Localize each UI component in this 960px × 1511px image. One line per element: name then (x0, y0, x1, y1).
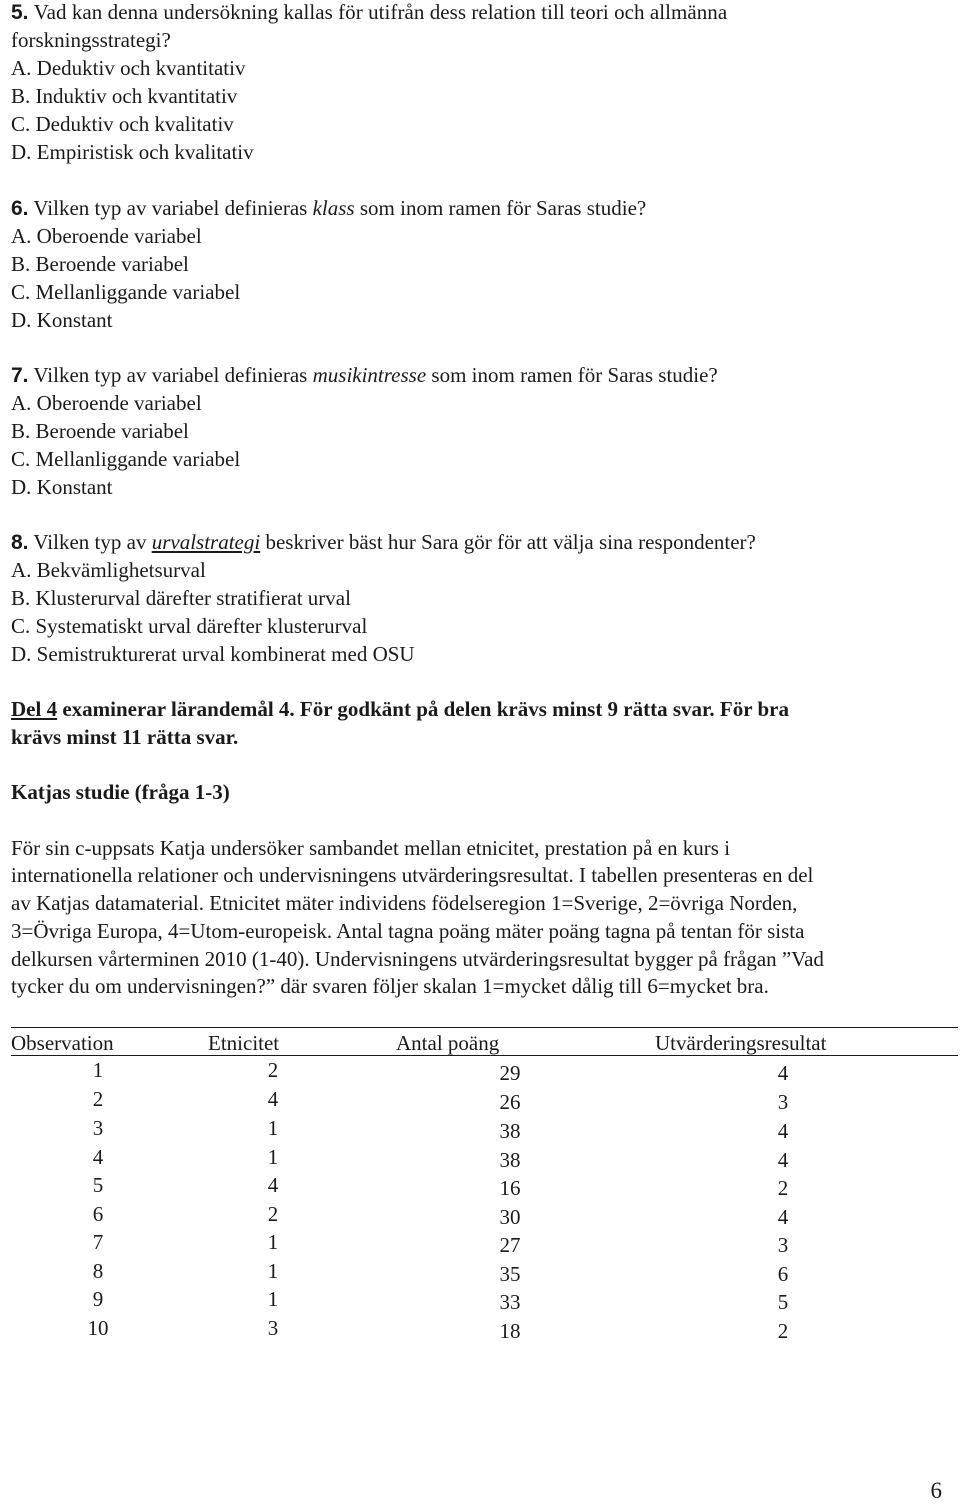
study-paragraph-line: internationella relationer och undervisningens utvärderingsresultat. I tabellen presenteras en del (11, 863, 814, 887)
table-cell-observation: 8 (92, 1259, 104, 1283)
table-cell-antal-poang: 38 (499, 1119, 521, 1143)
q6-option-b: B. Beroende variabel (11, 252, 189, 276)
table-cell-observation: 1 (92, 1058, 104, 1082)
q6-option-c: C. Mellanliggande variabel (11, 280, 241, 304)
q8-option-a: A. Bekvämlighetsurval (11, 558, 206, 582)
page-number: 6 (930, 1478, 942, 1503)
table-cell-utvardering: 4 (777, 1119, 789, 1143)
q7-stem (11, 361, 718, 389)
q7-text-post: som inom ramen för Saras studie? (431, 363, 718, 387)
q8-text-post: beskriver bäst hur Sara gör för att välja sina respondenter? (265, 530, 756, 554)
q7-term: musikintresse (312, 363, 427, 387)
table-cell-antal-poang: 27 (499, 1233, 521, 1257)
q8-number: 8. (11, 531, 29, 554)
table-header-antal-poang: Antal poäng (396, 1031, 500, 1055)
q8-option-c: C. Systematiskt urval därefter klusterurval (11, 614, 368, 638)
table-cell-observation: 10 (87, 1316, 109, 1340)
q7-option-a: A. Oberoende variabel (11, 391, 202, 415)
table-cell-utvardering: 2 (777, 1176, 789, 1200)
q6-text-post: som inom ramen för Saras studie? (359, 196, 647, 220)
q5-stem-line1 (11, 0, 727, 26)
table-header-utvarderingsresultat: Utvärderingsresultat (655, 1031, 827, 1055)
study-paragraph-line: tycker du om undervisningen?” där svaren följer skalan 1=mycket dålig till 6=mycket bra. (11, 974, 769, 998)
table-cell-etnicitet: 1 (267, 1230, 279, 1254)
table-cell-etnicitet: 4 (267, 1087, 279, 1111)
table-cell-observation: 4 (92, 1145, 104, 1169)
q6-number: 6. (11, 197, 29, 220)
q8-stem (11, 528, 756, 556)
q8-term: urvalstrategi (151, 530, 261, 554)
table-cell-etnicitet: 2 (267, 1202, 279, 1226)
study-paragraph-line: av Katjas datamaterial. Etnicitet mäter individens födelseregion 1=Sverige, 2=övriga Norden, (11, 891, 798, 915)
q6-text-pre: Vilken typ av variabel definieras (33, 196, 308, 220)
table-cell-etnicitet: 1 (267, 1145, 279, 1169)
study-paragraph-line: För sin c-uppsats Katja undersöker sambandet mellan etnicitet, prestation på en kurs i (11, 836, 731, 860)
table-cell-observation: 3 (92, 1116, 104, 1140)
q6-term: klass (312, 196, 355, 220)
q7-option-b: B. Beroende variabel (11, 419, 189, 443)
q5-option-a: A. Deduktiv och kvantitativ (11, 56, 246, 80)
table-cell-antal-poang: 30 (499, 1205, 521, 1229)
table-cell-observation: 5 (92, 1173, 104, 1197)
table-cell-etnicitet: 4 (267, 1173, 279, 1197)
q8-option-b: B. Klusterurval därefter stratifierat urval (11, 586, 351, 610)
table-cell-antal-poang: 16 (499, 1176, 521, 1200)
table-cell-utvardering: 4 (777, 1061, 789, 1085)
q7-option-c: C. Mellanliggande variabel (11, 447, 241, 471)
study-paragraph-line: delkursen vårterminen 2010 (1-40). Undervisningens utvärderingsresultat bygger på frågan ”Vad (11, 947, 824, 971)
table-top-rule (11, 1027, 958, 1028)
q6-option-a: A. Oberoende variabel (11, 224, 202, 248)
table-cell-utvardering: 3 (777, 1090, 789, 1114)
part4-del-label: Del 4 (11, 697, 58, 721)
q5-option-c: C. Deduktiv och kvalitativ (11, 112, 234, 136)
q5-option-b: B. Induktiv och kvantitativ (11, 84, 238, 108)
table-cell-antal-poang: 18 (499, 1319, 521, 1343)
table-header-observation: Observation (11, 1031, 114, 1055)
table-cell-etnicitet: 1 (267, 1259, 279, 1283)
q6-stem (11, 194, 646, 222)
table-cell-observation: 2 (92, 1087, 104, 1111)
q8-text-pre: Vilken typ av (33, 530, 147, 554)
table-cell-utvardering: 4 (777, 1205, 789, 1229)
study-paragraph-line: 3=Övriga Europa, 4=Utom-europeisk. Antal tagna poäng mäter poäng tagna på tentan för sista (11, 919, 805, 943)
q6-option-d: D. Konstant (11, 308, 113, 332)
q7-option-d: D. Konstant (11, 475, 113, 499)
table-cell-utvardering: 3 (777, 1233, 789, 1257)
table-cell-utvardering: 4 (777, 1148, 789, 1172)
table-cell-observation: 6 (92, 1202, 104, 1226)
table-cell-antal-poang: 33 (499, 1290, 521, 1314)
q8-option-d: D. Semistrukturerat urval kombinerat med OSU (11, 642, 415, 666)
part4-text: examinerar lärandemål 4. För godkänt på delen krävs minst 9 rätta svar. För bra (62, 697, 789, 721)
q7-number: 7. (11, 364, 29, 387)
table-cell-utvardering: 6 (777, 1262, 789, 1286)
q5-number: 5. (11, 1, 29, 24)
q5-option-d: D. Empiristisk och kvalitativ (11, 140, 254, 164)
q5-stem-line2: forskningsstrategi? (11, 28, 171, 52)
table-cell-antal-poang: 26 (499, 1090, 521, 1114)
study-heading: Katjas studie (fråga 1-3) (11, 780, 230, 804)
table-header-etnicitet: Etnicitet (208, 1031, 280, 1055)
table-cell-utvardering: 2 (777, 1319, 789, 1343)
table-cell-antal-poang: 38 (499, 1148, 521, 1172)
table-cell-antal-poang: 29 (499, 1061, 521, 1085)
part4-intro-line1 (11, 695, 789, 723)
q7-text-pre: Vilken typ av variabel definieras (33, 363, 308, 387)
table-cell-observation: 7 (92, 1230, 104, 1254)
table-cell-antal-poang: 35 (499, 1262, 521, 1286)
table-header-rule (11, 1055, 958, 1056)
table-cell-etnicitet: 1 (267, 1116, 279, 1140)
table-cell-etnicitet: 3 (267, 1316, 279, 1340)
q5-text: Vad kan denna undersökning kallas för utifrån dess relation till teori och allmänna (33, 0, 728, 24)
table-cell-utvardering: 5 (777, 1290, 789, 1314)
table-cell-etnicitet: 2 (267, 1058, 279, 1082)
table-cell-etnicitet: 1 (267, 1287, 279, 1311)
part4-intro-line2: krävs minst 11 rätta svar. (11, 725, 239, 749)
table-cell-observation: 9 (92, 1287, 104, 1311)
